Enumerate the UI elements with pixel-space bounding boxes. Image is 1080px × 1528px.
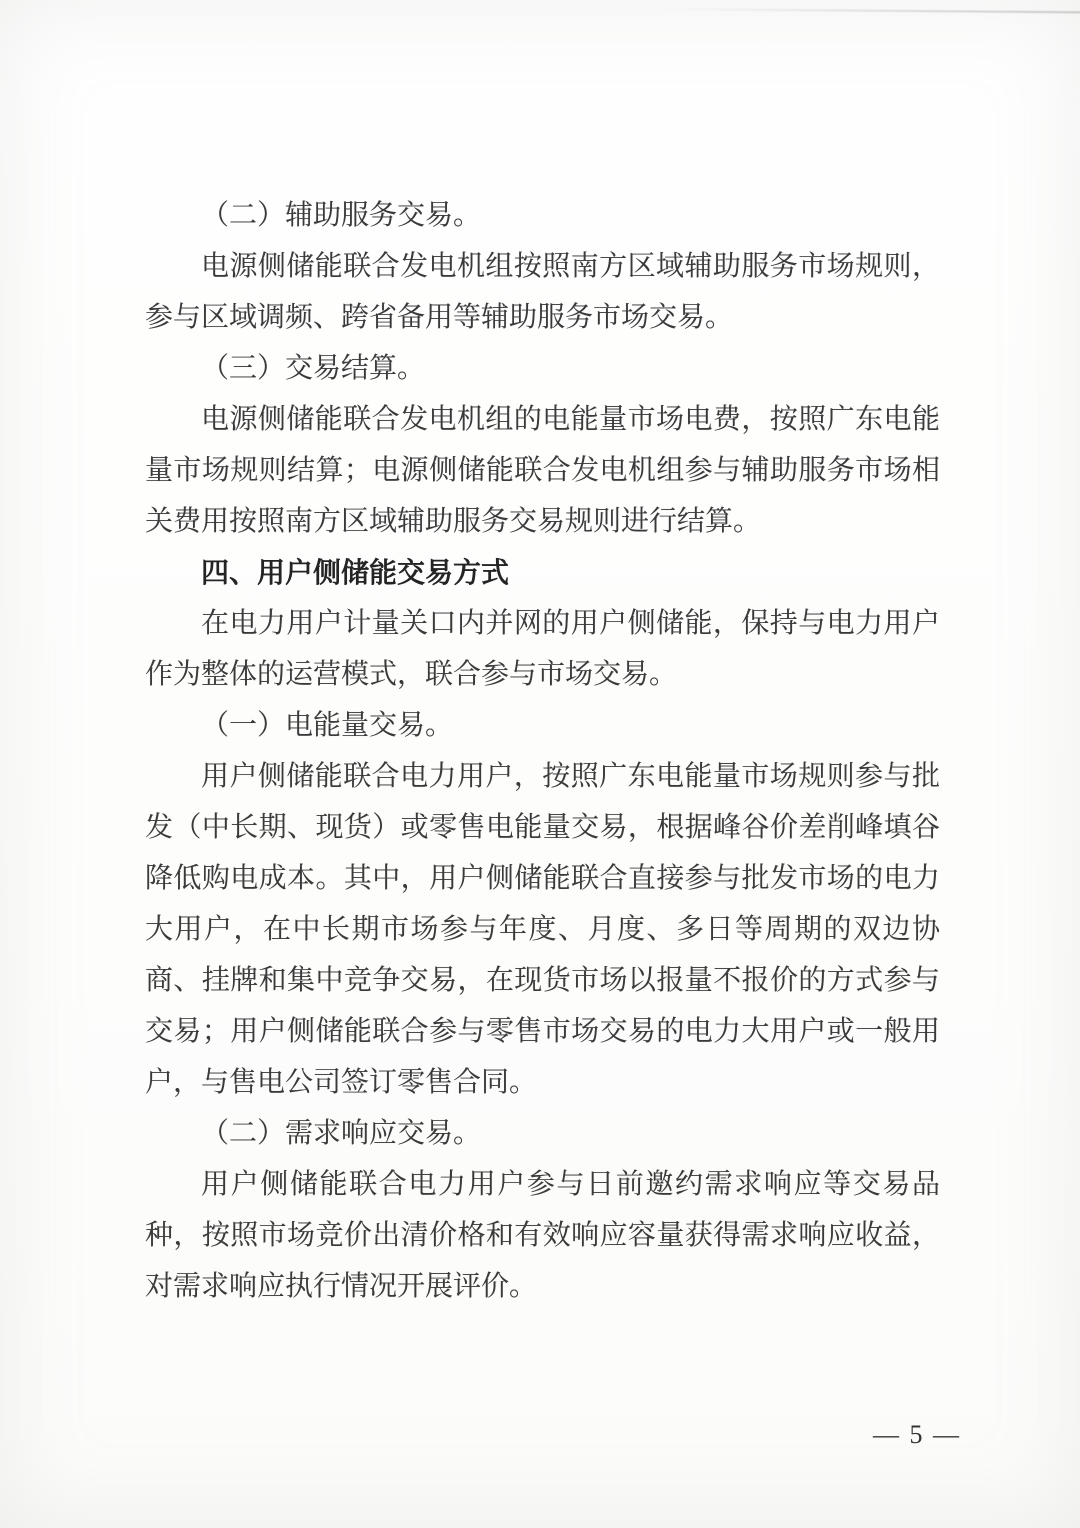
scan-artifact-line <box>658 8 1080 13</box>
page-number: — 5 — <box>873 1420 961 1449</box>
subsection-heading-demand-response-trading: （二）需求响应交易。 <box>201 1118 482 1149</box>
paragraph-user-side-storage-intro: 在电力用户计量关口内并网的用户侧储能，保持与电力用户作为整体的运营模式，联合参与市场交易。 <box>145 608 940 690</box>
paragraph-trade-settlement-body: 电源侧储能联合发电机组的电能量市场电费，按照广东电能量市场规则结算；电源侧储能联合发电机组参与辅助服务市场相关费用按照南方区域辅助服务交易规则进行结算。 <box>145 404 940 537</box>
paragraph-energy-trading-body: 用户侧储能联合电力用户，按照广东电能量市场规则参与批发（中长期、现货）或零售电能量交易，根据峰谷价差削峰填谷降低购电成本。其中，用户侧储能联合直接参与批发市场的电力大用户，在中长期市场参与年度、月度、多日等周期的双边协商、挂牌和集中竞争交易，在现货市场以报量不报价的方式参与交易；用户侧储能联合参与零售市场交易的电力大用户或一般用户，与售电公司签订零售合同。 <box>145 761 940 1098</box>
subsection-heading-trade-settlement: （三）交易结算。 <box>201 353 426 384</box>
section-heading-user-side-storage-trading: 四、用户侧储能交易方式 <box>201 557 510 588</box>
document-body <box>145 190 940 1312</box>
paragraph-demand-response-body: 用户侧储能联合电力用户参与日前邀约需求响应等交易品种，按照市场竞价出清价格和有效响应容量获得需求响应收益，对需求响应执行情况开展评价。 <box>145 1169 940 1302</box>
subsection-heading-energy-trading: （一）电能量交易。 <box>201 710 454 741</box>
paragraph-ancillary-services-body: 电源侧储能联合发电机组按照南方区域辅助服务市场规则，参与区域调频、跨省备用等辅助服务市场交易。 <box>145 251 940 333</box>
subsection-heading-ancillary-services: （二）辅助服务交易。 <box>201 200 482 231</box>
